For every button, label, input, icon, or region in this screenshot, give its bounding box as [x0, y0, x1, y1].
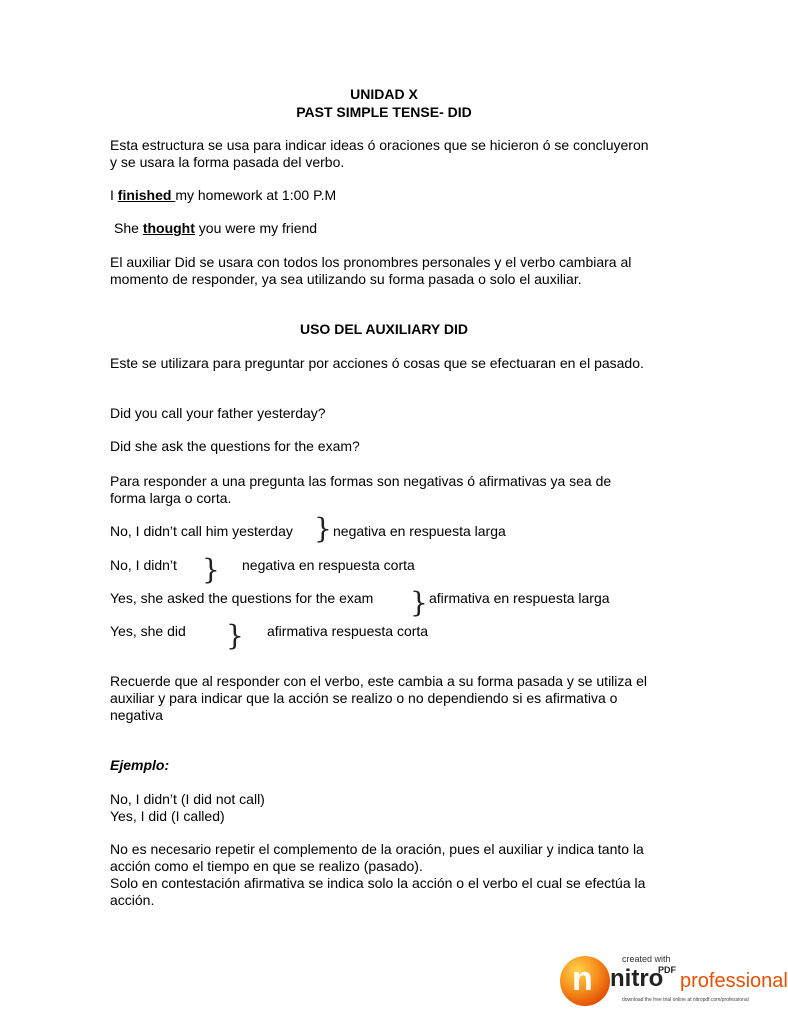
intro-paragraph: Esta estructura se usa para indicar ideas ó oraciones que se hicieron ó se concluyeron y se usara la forma pasada del verbo.: [110, 137, 649, 170]
answer-label: negativa en respuesta larga: [333, 523, 506, 539]
recuerde-paragraph: Recuerde que al responder con el verbo, este cambia a su forma pasada y se utiliza el auxiliar y para indicar que la acción se realizo o no dependiendo si es afirmativa o negativa: [110, 673, 647, 723]
example-finished-pre: I: [110, 187, 118, 203]
question-1: Did you call your father yesterday?: [110, 405, 326, 421]
auxiliar-paragraph: El auxiliar Did se usara con todos los pronombres personales y el verbo cambiara al momento de responder, ya sea utilizando su forma pasada o solo el auxiliar.: [110, 254, 632, 287]
example-finished: [110, 187, 336, 204]
verb-finished: finished: [117, 187, 176, 203]
answer-sentence: No, I didn’t call him yesterday: [110, 523, 293, 539]
ejemplo-line: No, I didn’t (I did not call): [110, 791, 265, 807]
unit-title: UNIDAD X: [350, 86, 418, 102]
closing-paragraph-1: No es necesario repetir el complemento de la oración, pues el auxiliar y indica tanto la acción como el tiempo en que se realizo (pasado).: [110, 841, 644, 874]
section-title: USO DEL AUXILIARY DID: [299, 321, 469, 337]
answer-label: negativa en respuesta corta: [242, 557, 415, 573]
example-thought-pre: She: [114, 220, 143, 236]
brace-icon: }: [410, 586, 428, 619]
verb-thought: thought: [142, 220, 195, 236]
ejemplo-label: Ejemplo:: [110, 757, 170, 773]
logo-pdf: PDF: [658, 965, 676, 975]
question-2: Did she ask the questions for the exam?: [110, 438, 360, 454]
responder-paragraph: Para responder a una pregunta las formas son negativas ó afirmativas ya sea de forma larga o corta.: [110, 473, 612, 506]
nitro-pdf-logo: [560, 952, 788, 1012]
nitro-logo-letter: n: [572, 960, 593, 998]
example-thought: [114, 220, 317, 237]
brace-icon: }: [314, 512, 332, 545]
answer-sentence: Yes, she did: [110, 623, 186, 639]
brace-icon: }: [202, 553, 220, 586]
example-finished-post: my homework at 1:00 P.M: [175, 187, 337, 203]
answer-sentence: No, I didn’t: [110, 557, 177, 573]
uso-paragraph: Este se utilizara para preguntar por acciones ó cosas que se efectuaran en el pasado.: [110, 355, 644, 371]
answer-label: afirmativa respuesta corta: [267, 623, 429, 639]
logo-professional: professional: [680, 970, 788, 992]
closing-paragraph-2: Solo en contestación afirmativa se indica solo la acción o el verbo el cual se efectúa la acción.: [110, 875, 646, 908]
answer-sentence: Yes, she asked the questions for the exam: [110, 590, 374, 606]
logo-created-with: created with: [622, 954, 671, 964]
logo-footer: download the free trial online at nitropdf.com/professional: [622, 997, 749, 1003]
example-thought-post: you were my friend: [194, 220, 318, 236]
ejemplo-line: Yes, I did (I called): [110, 808, 225, 824]
logo-nitro: nitro: [610, 965, 664, 992]
brace-icon: }: [226, 619, 244, 652]
answer-label: afirmativa en respuesta larga: [429, 590, 610, 606]
topic-title: PAST SIMPLE TENSE- DID: [296, 104, 472, 120]
